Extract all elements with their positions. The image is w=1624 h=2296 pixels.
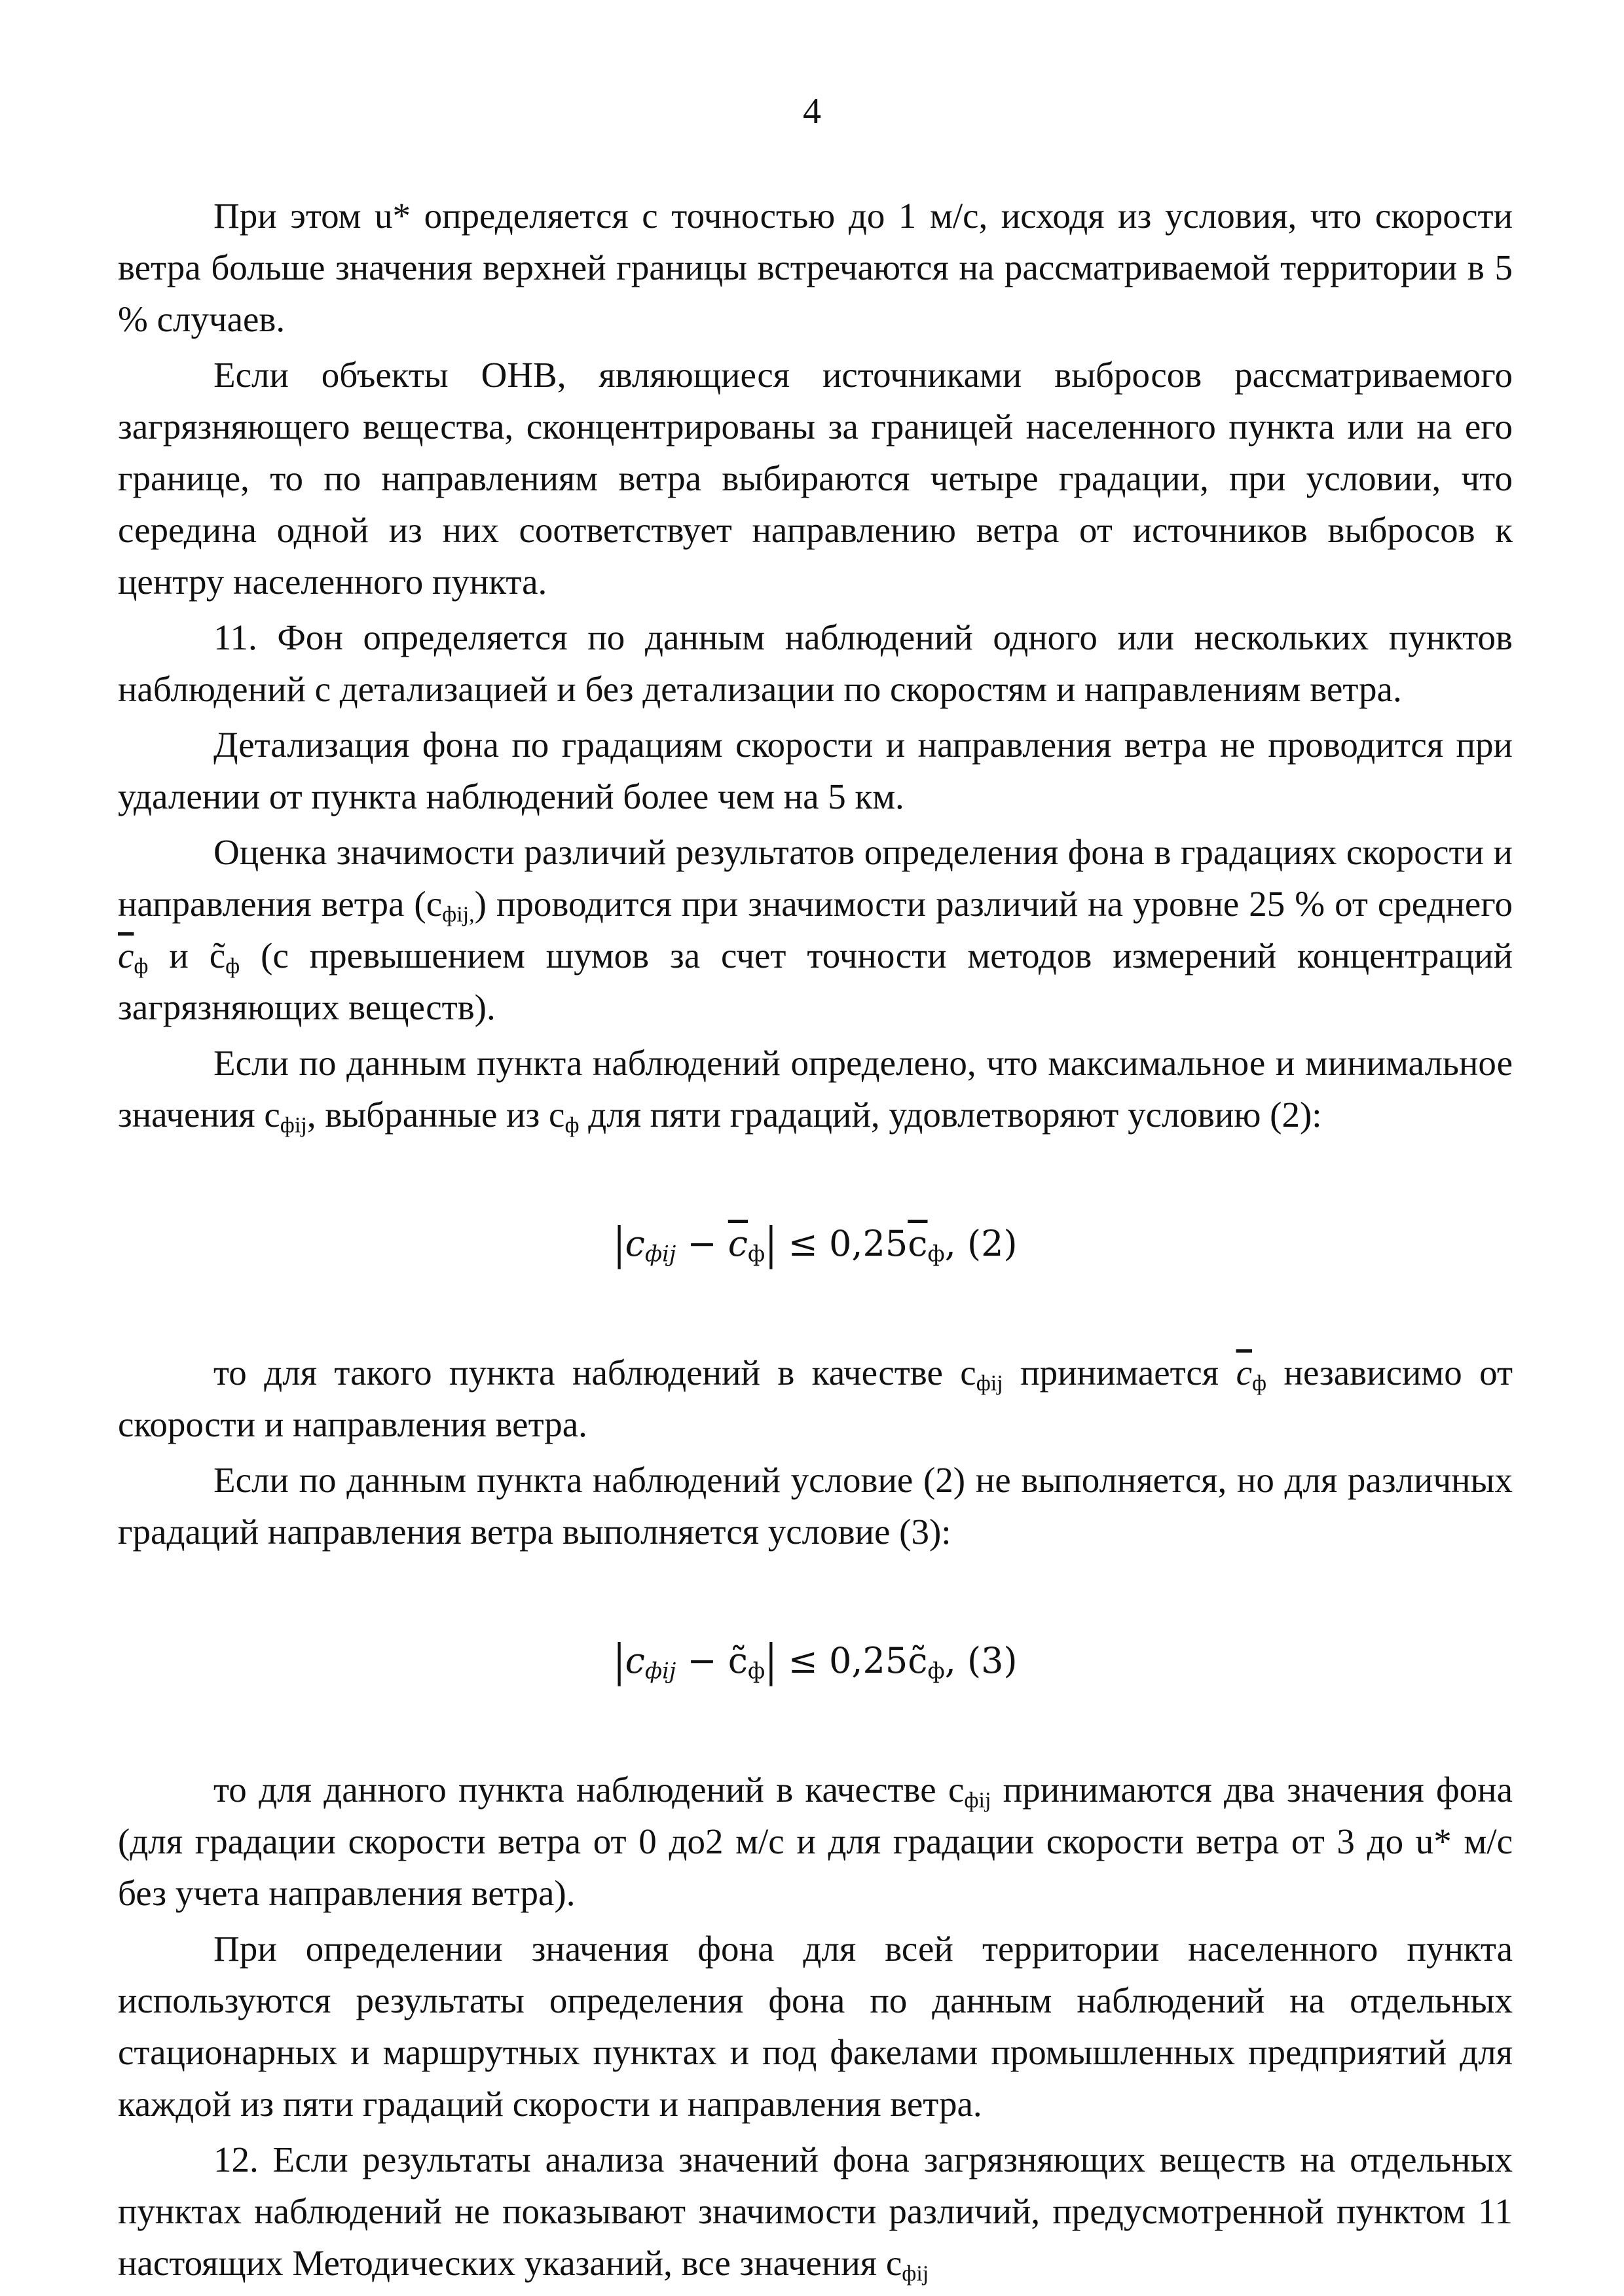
paragraph-u-star: При этом u* определяется с точностью до 1 м/с, исходя из условия, что скорости ветра больше значения верхней границы встречаются на рассматриваемой территории в 5 % случаев.: [118, 196, 1513, 339]
paragraph-condition-3-intro: Если по данным пункта наблюдений условие (2) не выполняется, но для различных градаций направления ветра выполняется условие (3):: [118, 1460, 1513, 1552]
paragraph-item-11: 11. Фон определяется по данным наблюдений одного или нескольких пунктов наблюдений с детализацией и без детализации по скоростям и направлениям ветра.: [118, 617, 1513, 709]
document-body: [118, 190, 1513, 2293]
mean-c-symbol: $\overline{c}$: [118, 936, 134, 975]
formula-2: $|c_{фij} - \overline{c}_ф| \le 0,25\overline{c}_ф$, (2): [613, 1218, 1018, 1269]
paragraph-item-12: 12. Если результаты анализа значений фона загрязняющих веществ на отдельных пунктах наблюдений не показывают значимости различий, предусмотренной пунктом 11 настоящих Методических указаний, все значения $c_{фij}$: [118, 2140, 1513, 2286]
paragraph-condition-2-intro: Если по данным пункта наблюдений определено, что максимальное и минимальное значения $c_{фij}$, выбранные из $c_ф$ для пяти градаций, удовлетворяют условию (2):: [118, 1043, 1513, 1138]
paragraph-condition-2-result: то для такого пункта наблюдений в качестве $c_{фij}$ принимается $\overline{c}_ф$ независимо от скорости и направления ветра.: [118, 1353, 1513, 1444]
paragraph-onv-sources: Если объекты ОНВ, являющиеся источниками выбросов рассматриваемого загрязняющего вещества, сконцентрированы за границей населенного пункта или на его границе, то по направлениям ветра выбираются четыре градации, при условии, что середина одной из них соответствует направлению ветра от источников выбросов к центру населенного пункта.: [118, 355, 1513, 602]
formula-3: $|c_{фij}$ − $c̃_ф|$ ≤ $0,25c̃_ф$, (3): [613, 1635, 1018, 1686]
paragraph-whole-territory: При определении значения фона для всей территории населенного пункта используются результаты определения фона по данным наблюдений на отдельных стационарных и маршрутных пунктах и под факелами промышленных предприятий для каждой из пяти градаций скорости и направления ветра.: [118, 1929, 1513, 2124]
paragraph-condition-3-result: то для данного пункта наблюдений в качестве $c_{фij}$ принимаются два значения фона (для градации скорости ветра от 0 до2 м/с и для градации скорости ветра от 3 до u* м/с без учета направления ветра).: [118, 1770, 1513, 1913]
page-number: 4: [803, 91, 821, 132]
paragraph-detalization: Детализация фона по градациям скорости и направления ветра не проводится при удалении от пункта наблюдений более чем на 5 км.: [118, 725, 1513, 816]
tilde-c-symbol: c̃: [209, 936, 226, 975]
paragraph-significance: Оценка значимости различий результатов определения фона в градациях скорости и направления ветра $(c_{фij,})$ проводится при значимости различий на уровне 25 % от среднего $\overline{c}_ф$ и $c̃_ф$ (с превышением шумов за счет точности методов измерений концентраций загрязняющих веществ).: [118, 832, 1513, 1027]
